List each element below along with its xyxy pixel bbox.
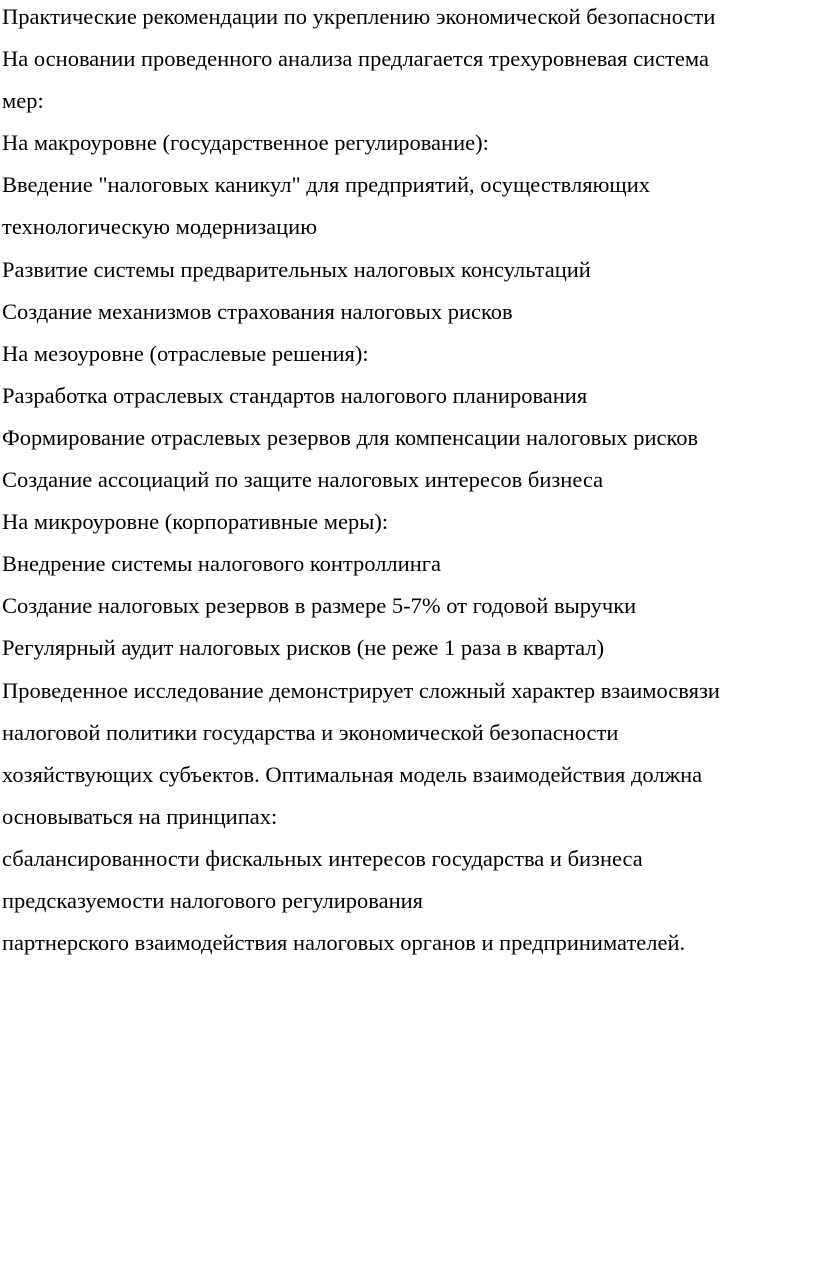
text-line: Развитие системы предварительных налоговых консультаций xyxy=(2,256,591,282)
text-line: Создание ассоциаций по защите налоговых интересов бизнеса xyxy=(2,467,604,493)
text-line: Создание механизмов страхования налоговых рисков xyxy=(2,298,513,324)
text-line: сбалансированности фискальных интересов государства и бизнеса xyxy=(2,845,643,871)
text-line: Внедрение системы налогового контроллинга xyxy=(2,551,441,577)
text-line: хозяйствующих субъектов. Оптимальная модель взаимодействия должна xyxy=(2,761,703,787)
text-line: Регулярный аудит налоговых рисков (не реже 1 раза в квартал) xyxy=(2,635,605,661)
text-line: Создание налоговых резервов в размере 5-7% от годовой выручки xyxy=(2,593,637,619)
text-line: Проведенное исследование демонстрирует сложный характер взаимосвязи xyxy=(2,677,720,703)
document-title: Практические рекомендации по укреплению экономической безопасности xyxy=(2,4,716,29)
text-line: Разработка отраслевых стандартов налогового планирования xyxy=(2,382,588,408)
text-line: технологическую модернизацию xyxy=(2,214,318,240)
text-line: На макроуровне (государственное регулирование): xyxy=(2,130,489,156)
text-line: предсказуемости налогового регулирования xyxy=(2,887,424,913)
document-body xyxy=(2,0,814,964)
text-line: основываться на принципах: xyxy=(2,803,278,829)
text-line: партнерского взаимодействия налоговых органов и предпринимателей. xyxy=(2,930,686,956)
text-line: налоговой политики государства и экономической безопасности xyxy=(2,719,619,745)
text-line: На микроуровне (корпоративные меры): xyxy=(2,509,389,535)
text-line: Введение "налоговых каникул" для предприятий, осуществляющих xyxy=(2,172,651,198)
text-line: На мезоуровне (отраслевые решения): xyxy=(2,340,369,366)
text-line: мер: xyxy=(2,88,44,114)
text-line: На основании проведенного анализа предлагается трехуровневая система xyxy=(2,46,709,72)
text-line: Формирование отраслевых резервов для компенсации налоговых рисков xyxy=(2,424,699,450)
